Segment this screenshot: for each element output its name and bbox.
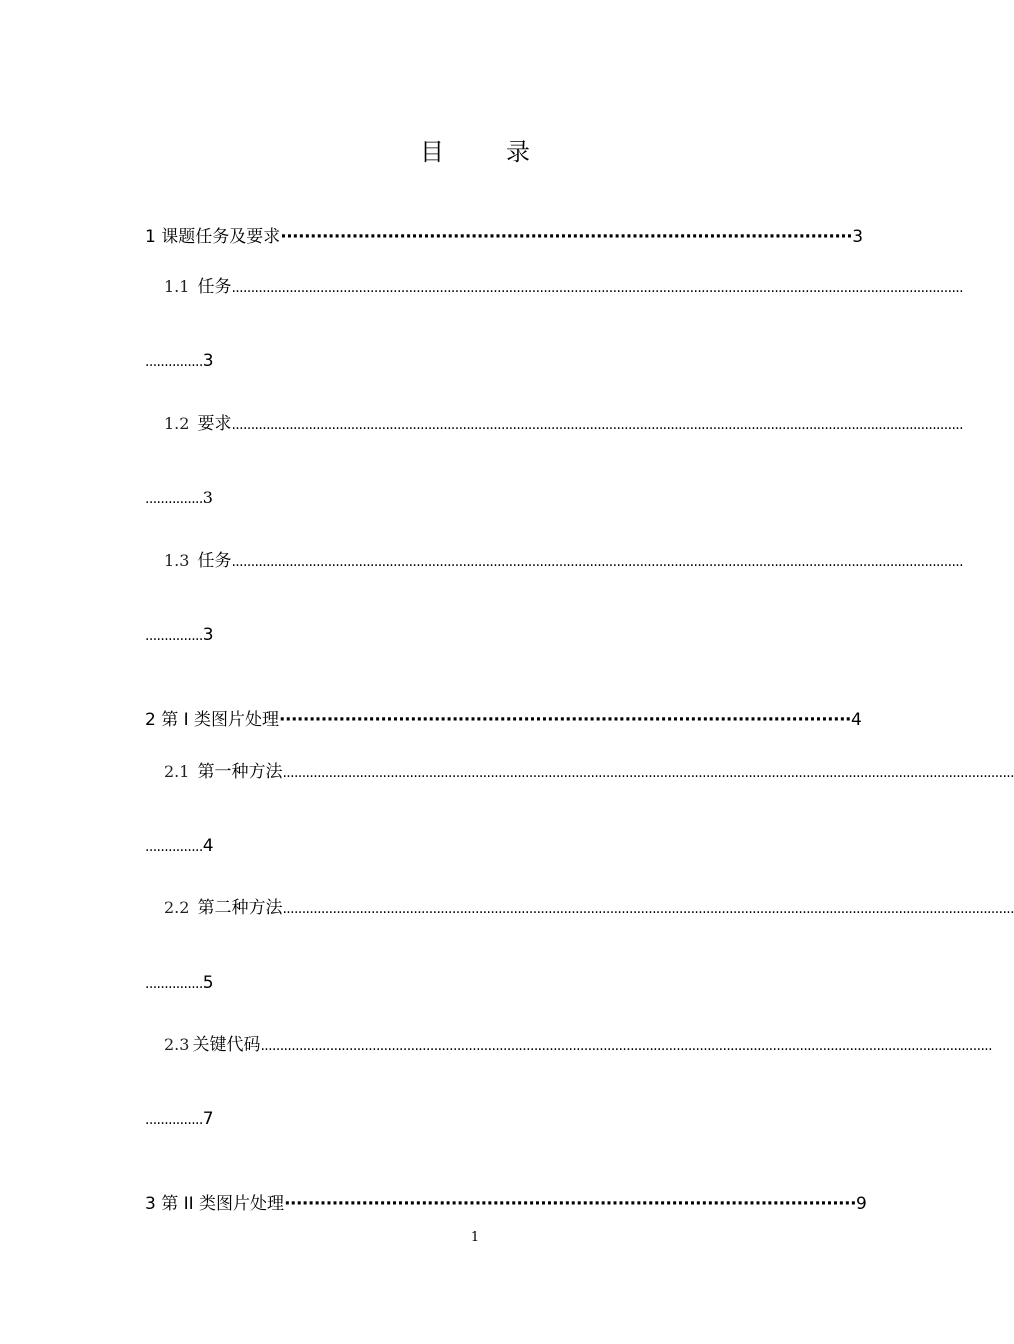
- toc-entry-1-3[interactable]: [164, 550, 963, 573]
- dot-leader: ...............: [145, 491, 203, 507]
- toc-entry-number: 2.3: [164, 1035, 190, 1054]
- toc-entry-1-1[interactable]: [164, 276, 963, 299]
- toc-entry-label: 关键代码: [192, 1035, 261, 1055]
- dot-leader: ································································································: [280, 227, 853, 247]
- toc-entry-page: 7: [202, 1109, 214, 1129]
- dot-leader: ...............: [145, 1112, 203, 1128]
- toc-entry-page: 9: [856, 1194, 867, 1214]
- dot-leader: ..............................................................................................................................................................................................: [231, 280, 963, 296]
- toc-entry-page: 3: [202, 488, 213, 507]
- toc-entry-2-3[interactable]: [164, 1034, 992, 1057]
- toc-entry-label: 1 课题任务及要求: [145, 227, 281, 247]
- dot-leader: ...............: [145, 839, 203, 855]
- page-title: [0, 132, 950, 167]
- dot-leader: ································································································: [279, 710, 852, 730]
- toc-entry-number: 2.1: [164, 762, 190, 781]
- dot-leader: ...............: [145, 628, 203, 644]
- toc-entry-number: 1.3: [164, 551, 190, 570]
- toc-entry-2[interactable]: [145, 709, 862, 731]
- toc-entry-number: 1.1: [164, 277, 190, 296]
- title-char-1: 目: [420, 138, 444, 166]
- dot-leader: ...............: [145, 354, 203, 370]
- toc-entry-label: 2 第 I 类图片处理: [145, 710, 280, 730]
- toc-entry-1-3-continuation: [145, 624, 214, 647]
- toc-entry-1[interactable]: [145, 226, 864, 248]
- toc-entry-number: 1.2: [164, 414, 190, 433]
- toc-entry-page: 4: [851, 710, 862, 730]
- dot-leader: ..............................................................................................................................................................................................: [260, 1038, 992, 1054]
- toc-entry-page: 5: [202, 973, 214, 993]
- toc-entry-2-1[interactable]: [164, 761, 1014, 784]
- dot-leader: ..............................................................................................................................................................................................: [231, 554, 963, 570]
- toc-entry-2-3-continuation: [145, 1108, 214, 1131]
- dot-leader: ..............................................................................................................................................................................................: [231, 417, 963, 433]
- toc-entry-page: 3: [852, 227, 864, 247]
- toc-entry-label: 第二种方法: [197, 898, 283, 918]
- title-char-2: 录: [506, 138, 530, 166]
- toc-entry-page: 3: [202, 625, 214, 645]
- toc-entry-number: 2.2: [164, 898, 190, 917]
- dot-leader: ...............: [145, 976, 203, 992]
- toc-entry-2-1-continuation: [145, 835, 214, 858]
- page-number: 1: [470, 1230, 480, 1245]
- toc-entry-page: 3: [202, 351, 214, 371]
- toc-entry-label: 任务: [197, 551, 232, 571]
- toc-entry-page: 4: [202, 836, 214, 856]
- toc-entry-label: 3 第 II 类图片处理: [145, 1194, 285, 1214]
- toc-entry-1-1-continuation: [145, 350, 214, 373]
- toc-entry-2-2-continuation: [145, 972, 214, 995]
- toc-entry-label: 任务: [197, 277, 232, 297]
- toc-entry-1-2-continuation: [145, 487, 213, 510]
- dot-leader: ································································································: [284, 1194, 857, 1214]
- dot-leader: ..............................................................................................................................................................................................: [282, 765, 1014, 781]
- toc-entry-label: 要求: [197, 414, 232, 434]
- toc-entry-3[interactable]: [145, 1193, 867, 1215]
- toc-entry-2-2[interactable]: [164, 897, 1014, 920]
- toc-entry-label: 第一种方法: [197, 762, 283, 782]
- dot-leader: ..............................................................................................................................................................................................: [282, 901, 1014, 917]
- toc-entry-1-2[interactable]: [164, 413, 963, 436]
